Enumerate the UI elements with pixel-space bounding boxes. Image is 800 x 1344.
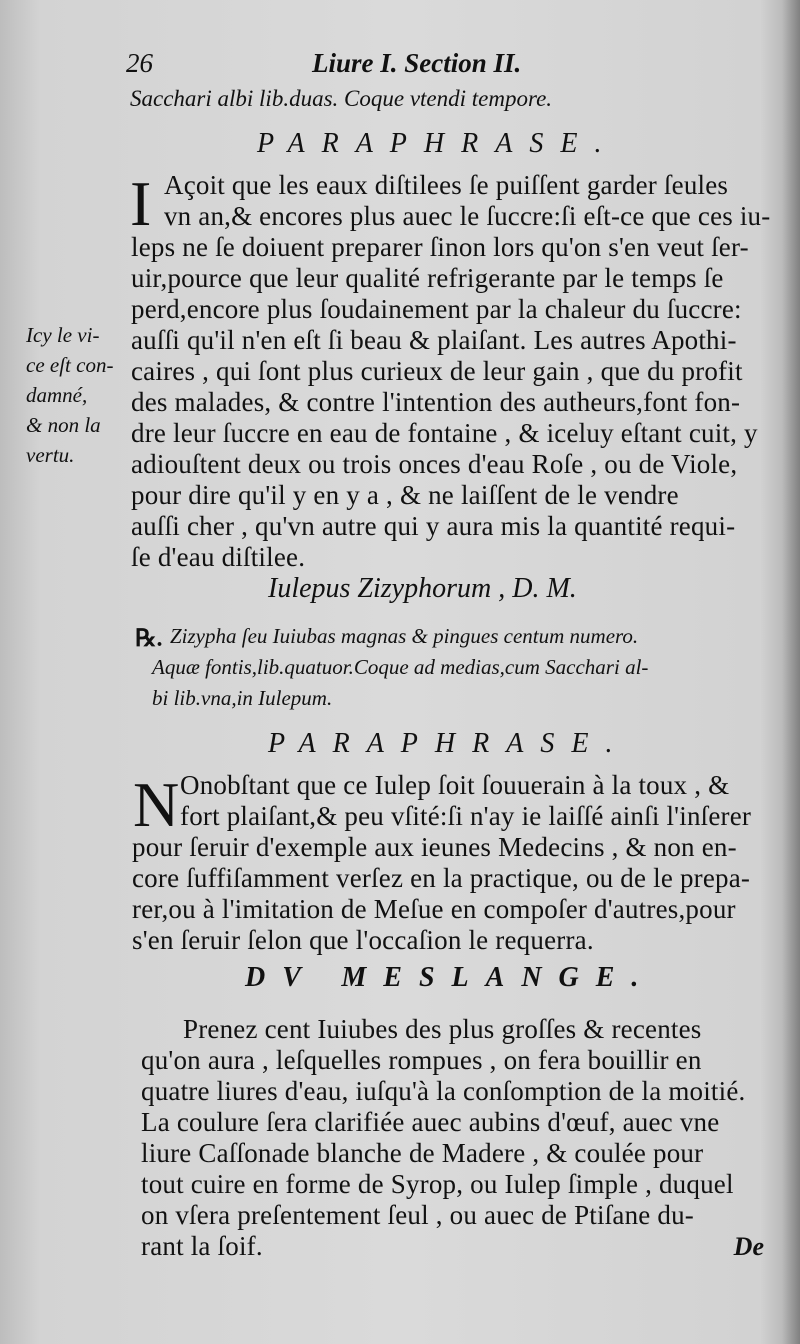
paragraph-1-line: vn an,& encores plus auec le ſuccre:ſi eſt-ce que ces iu-	[164, 201, 771, 231]
paragraph-1-line: leps ne ſe doiuent preparer ſinon lors qu'on s'en veut ſer-	[131, 232, 749, 262]
marginal-note-line: ce eſt con-	[26, 353, 114, 377]
paragraph-2-line: s'en ſeruir ſelon que l'occaſion le requerra.	[132, 925, 594, 955]
paraphrase-heading-1: PARAPHRASE.	[257, 128, 619, 159]
paragraph-1-line: caires , qui ſont plus curieux de leur gain , que du profit	[131, 356, 743, 386]
recipe-line: Aquæ fontis,lib.quatuor.Coque ad medias,cum Sacchari al-	[152, 655, 649, 679]
paragraph-1-line: adiouſtent deux ou trois onces d'eau Roſe , ou de Viole,	[131, 449, 738, 479]
paragraph-1-line: des malades, & contre l'intention des autheurs,font fon-	[131, 387, 741, 417]
marginal-note-line: Icy le vi-	[26, 323, 100, 347]
paragraph-3-line: tout cuire en forme de Syrop, ou Iulep ſimple , duquel	[141, 1169, 734, 1199]
paragraph-1-line: ſe d'eau diſtilee.	[131, 542, 306, 572]
paragraph-3-line: La coulure ſera clarifiée auec aubins d'œuf, auec vne	[141, 1107, 720, 1137]
paragraph-3-line: rant la ſoif.	[141, 1231, 263, 1261]
paragraph-2-line: pour ſeruir d'exemple aux ieunes Medecins , & non en-	[132, 832, 737, 862]
recipe-line: bi lib.vna,in Iulepum.	[152, 686, 333, 710]
catchword: De	[733, 1232, 764, 1261]
paragraph-1-line: Açoit que les eaux diſtilees ſe puiſſent garder ſeules	[164, 170, 729, 200]
marginal-note-line: damné,	[26, 383, 88, 407]
julep-title: Iulepus Zizyphorum , D. M.	[268, 573, 577, 604]
section-heading: DV MESLANGE.	[245, 962, 656, 993]
paragraph-1-line: uir,pource que leur qualité refrigerante par le temps ſe	[131, 263, 724, 293]
paragraph-2-line: rer,ou à l'imitation de Meſue en compoſer d'autres,pour	[132, 894, 736, 924]
paragraph-3-line: qu'on aura , leſquelles rompues , on fera bouillir en	[141, 1045, 702, 1075]
recipe-continuation: Sacchari albi lib.duas. Coque vtendi tempore.	[130, 86, 553, 111]
paragraph-1-line: perd,encore plus ſoudainement par la chaleur du ſuccre:	[131, 294, 742, 324]
paraphrase-heading-2: PARAPHRASE.	[268, 728, 630, 759]
paragraph-1-line: dre leur ſuccre en eau de fontaine , & iceluy eſtant cuit, y	[131, 418, 758, 448]
paragraph-3-line: liure Caſſonade blanche de Madere , & coulée pour	[141, 1138, 704, 1168]
paragraph-2-line: core ſuffiſamment verſez en la practique, ou de le prepa-	[132, 863, 751, 893]
marginal-note-line: & non la	[26, 413, 101, 437]
recipe-line: Zizypha ſeu Iuiubas magnas & pingues centum numero.	[170, 624, 639, 648]
paragraph-3-line: Prenez cent Iuiubes des plus groſſes & recentes	[183, 1014, 702, 1044]
dropcap-2: N	[133, 769, 180, 840]
paragraph-2-line: fort plaiſant,& peu vſité:ſi n'ay ie laiſſé ainſi l'inſerer	[180, 801, 752, 831]
paragraph-2-line: Onobſtant que ce Iulep ſoit ſouuerain à la toux , &	[180, 770, 730, 800]
paragraph-3-line: quatre liures d'eau, iuſqu'à la conſomption de la moitié.	[141, 1076, 746, 1106]
paragraph-3-line: on vſera preſentement ſeul , ou auec de Ptiſane du-	[141, 1200, 694, 1230]
page-number: 26	[126, 48, 153, 78]
running-title: Liure I. Section II.	[312, 48, 522, 78]
dropcap-1: I	[130, 168, 152, 239]
paragraph-1-line: pour dire qu'il y en y a , & ne laiſſent de le vendre	[131, 480, 679, 510]
page-edge-shadow	[782, 0, 800, 1344]
paragraph-1-line: auſſi cher , qu'vn autre qui y aura mis la quantité requi-	[131, 511, 736, 541]
marginal-note-line: vertu.	[26, 443, 75, 467]
recipe-symbol-icon: ℞.	[135, 626, 163, 652]
paragraph-1-line: auſſi qu'il n'en eſt ſi beau & plaiſant. Les autres Apothi-	[131, 325, 737, 355]
